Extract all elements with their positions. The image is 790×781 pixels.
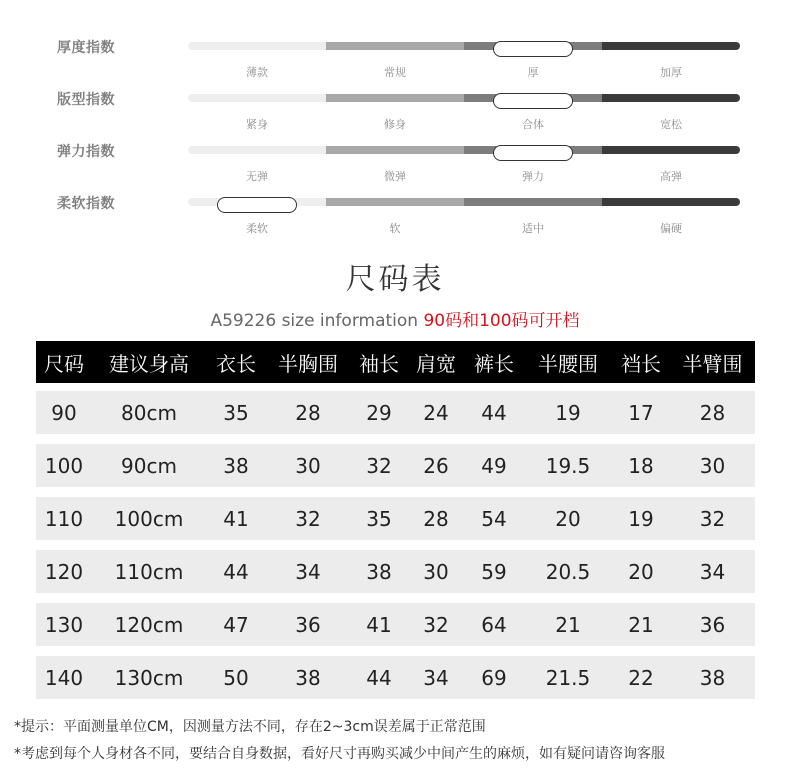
selected-indicator	[493, 93, 573, 109]
index-label: 弹力指数	[57, 144, 115, 160]
note-measurement: *提示：平面测量单位CM，因测量方法不同，存在2~3cm误差属于正常范围	[14, 719, 486, 735]
table-cell: 41	[223, 506, 249, 531]
header-cell: 肩宽	[416, 351, 456, 376]
table-cell: 28	[423, 506, 449, 531]
table-cell: 44	[366, 665, 392, 690]
level-label: 加厚	[660, 66, 682, 79]
index-label: 柔软指数	[57, 196, 115, 212]
bar-segment	[326, 42, 464, 50]
table-cell: 110	[44, 506, 84, 531]
header-cell: 半胸围	[278, 351, 338, 376]
table-cell: 19	[628, 506, 654, 531]
index-label: 厚度指数	[57, 40, 115, 56]
table-cell: 34	[423, 665, 449, 690]
table-cell: 19.5	[545, 453, 591, 478]
table-row	[36, 391, 755, 434]
table-cell: 20	[555, 506, 581, 531]
table-cell: 34	[699, 559, 726, 584]
table-cell: 64	[481, 612, 507, 637]
table-cell: 80cm	[121, 400, 177, 425]
bar-segment	[602, 42, 740, 50]
table-cell: 120cm	[114, 612, 184, 637]
header-cell: 尺码	[44, 351, 84, 376]
table-body	[36, 391, 755, 699]
fit-index-row	[0, 89, 790, 141]
header-cell: 半腰围	[538, 351, 598, 376]
level-label: 偏硬	[660, 222, 682, 235]
table-cell: 30	[295, 453, 321, 478]
softness-index-row	[0, 193, 790, 245]
index-label: 版型指数	[57, 92, 115, 108]
table-cell: 35	[366, 506, 392, 531]
subtitle	[0, 306, 790, 331]
table-cell: 35	[223, 400, 249, 425]
table-cell: 59	[481, 559, 507, 584]
table-cell: 30	[423, 559, 449, 584]
header-cell: 衣长	[216, 351, 256, 376]
table-cell: 24	[423, 400, 449, 425]
table-cell: 130	[44, 612, 84, 637]
level-label: 弹力	[522, 170, 544, 183]
table-row	[36, 550, 755, 593]
table-cell: 120	[44, 559, 84, 584]
table-cell: 41	[366, 612, 392, 637]
elasticity-index-row	[0, 141, 790, 193]
table-cell: 20	[628, 559, 654, 584]
thickness-index-row	[0, 37, 790, 89]
level-label: 柔软	[246, 222, 268, 235]
level-label: 高弹	[660, 170, 682, 183]
level-label: 紧身	[246, 118, 268, 131]
table-cell: 44	[481, 400, 507, 425]
table-cell: 21	[555, 612, 581, 637]
table-cell: 18	[628, 453, 654, 478]
index-bar	[188, 146, 740, 183]
level-label: 合体	[522, 118, 544, 131]
table-cell: 21	[628, 612, 654, 637]
bar-segment	[326, 94, 464, 102]
level-label: 薄款	[246, 66, 268, 79]
table-cell: 54	[481, 506, 507, 531]
bar-segment	[602, 94, 740, 102]
table-row	[36, 603, 755, 646]
index-bar	[188, 42, 740, 79]
header-cell: 袖长	[359, 351, 399, 376]
table-cell: 49	[481, 453, 507, 478]
bar-segment	[602, 198, 740, 206]
table-cell: 100cm	[114, 506, 184, 531]
page-title: 尺码表	[345, 262, 445, 297]
index-section	[0, 0, 790, 240]
table-cell: 47	[223, 612, 249, 637]
selected-indicator	[493, 41, 573, 57]
table-cell: 29	[366, 400, 392, 425]
table-cell: 32	[366, 453, 392, 478]
index-bar	[188, 94, 740, 131]
table-cell: 30	[699, 453, 726, 478]
note-advice: *考虑到每个人身材各不同，要结合自身数据，看好尺寸再购买减少中间产生的麻烦，如有疑问请咨询客服	[14, 746, 665, 762]
table-row	[36, 444, 755, 487]
header-cell: 裤长	[474, 351, 514, 376]
table-cell: 90	[51, 400, 77, 425]
level-label: 厚	[527, 66, 539, 79]
selected-indicator	[217, 197, 297, 213]
level-label: 微弹	[384, 170, 406, 183]
level-label: 软	[389, 222, 401, 235]
table-row	[36, 656, 755, 699]
table-cell: 36	[295, 612, 321, 637]
table-cell: 28	[295, 400, 321, 425]
table-cell: 140	[44, 665, 84, 690]
table-cell: 38	[366, 559, 392, 584]
table-cell: 110cm	[114, 559, 184, 584]
table-cell: 19	[555, 400, 581, 425]
table-cell: 44	[223, 559, 249, 584]
bar-segment	[188, 42, 326, 50]
table-cell: 21.5	[545, 665, 591, 690]
bar-segment	[188, 146, 326, 154]
bar-segment	[464, 198, 602, 206]
table-cell: 28	[699, 400, 726, 425]
table-cell: 20.5	[545, 559, 591, 584]
table-cell: 50	[223, 665, 249, 690]
table-cell: 100	[44, 453, 84, 478]
selected-indicator	[493, 145, 573, 161]
table-header	[36, 341, 755, 383]
subtitle-highlight: 90码和100码可开档	[423, 311, 580, 331]
level-label: 宽松	[660, 118, 682, 131]
size-table	[36, 341, 755, 699]
level-label: 常规	[384, 66, 406, 79]
bar-segment	[326, 146, 464, 154]
table-cell: 32	[295, 506, 321, 531]
table-cell: 32	[699, 506, 726, 531]
table-cell: 36	[699, 612, 726, 637]
table-cell: 26	[423, 453, 449, 478]
table-cell: 34	[295, 559, 321, 584]
table-cell: 38	[295, 665, 321, 690]
index-bar	[188, 198, 740, 235]
header-cell: 半臂围	[682, 351, 743, 376]
bar-segment	[326, 198, 464, 206]
table-cell: 130cm	[114, 665, 184, 690]
table-cell: 17	[628, 400, 654, 425]
table-cell: 38	[699, 665, 726, 690]
header-cell: 裆长	[621, 351, 661, 376]
table-row	[36, 497, 755, 540]
table-cell: 69	[481, 665, 507, 690]
table-cell: 32	[423, 612, 449, 637]
subtitle-prefix: A59226 size information	[210, 311, 424, 331]
level-label: 修身	[384, 118, 406, 131]
bar-segment	[188, 94, 326, 102]
level-label: 适中	[522, 222, 544, 235]
table-cell: 38	[223, 453, 249, 478]
level-label: 无弹	[246, 170, 268, 183]
table-cell: 22	[628, 665, 654, 690]
bar-segment	[602, 146, 740, 154]
header-cell: 建议身高	[109, 351, 189, 376]
table-cell: 90cm	[121, 453, 177, 478]
